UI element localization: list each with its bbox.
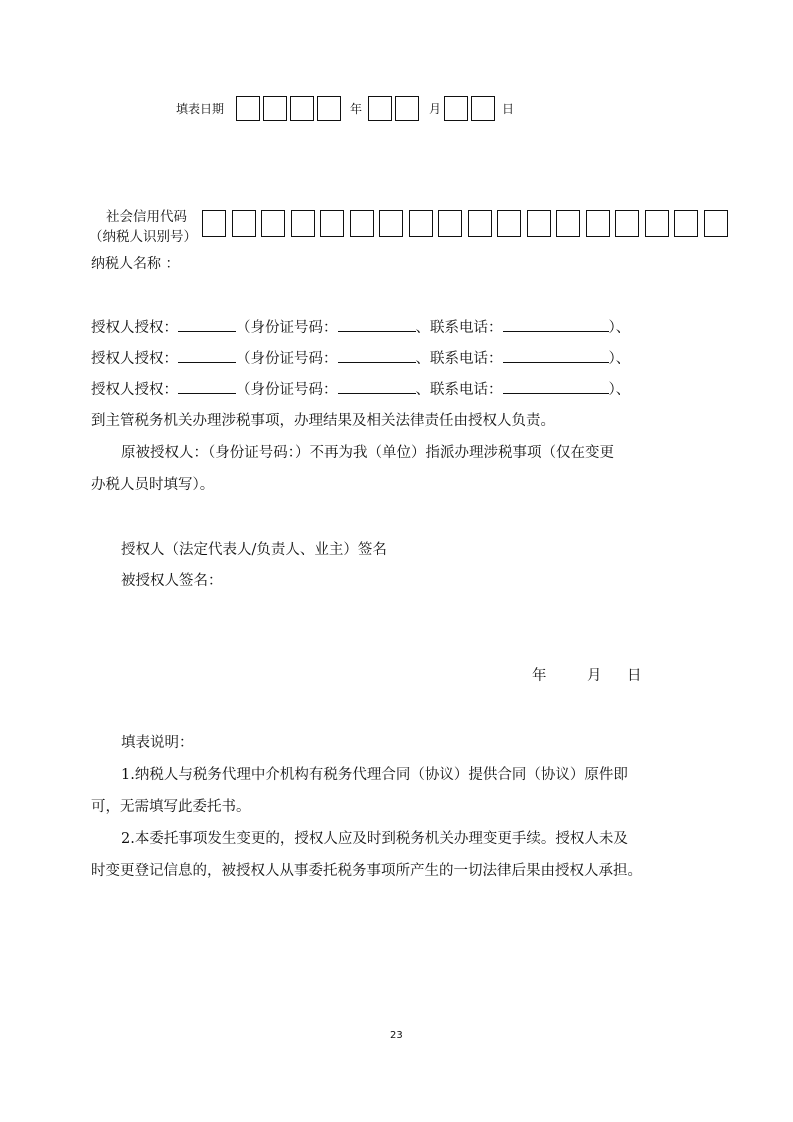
- instructions-title: 填表说明：: [121, 735, 194, 751]
- authorized-name-blank[interactable]: [178, 317, 236, 332]
- row-suffix: ）、: [608, 382, 631, 398]
- instruction-2-line1: 2.本委托事项发生变更的，授权人应及时到税务机关办理变更手续。授权人未及: [121, 831, 628, 847]
- id-label: （身份证号码：: [236, 320, 338, 336]
- credit-code-digit-box[interactable]: [527, 210, 551, 237]
- credit-code-label: 社会信用代码: [106, 209, 187, 225]
- authorized-name-blank[interactable]: [178, 348, 236, 363]
- day-digit-box[interactable]: [444, 96, 468, 121]
- year-digit-box[interactable]: [263, 96, 287, 121]
- credit-code-digit-box[interactable]: [645, 210, 669, 237]
- id-label: （身份证号码：: [236, 382, 338, 398]
- authorization-prefix: 授权人授权：: [91, 320, 178, 336]
- credit-code-digit-box[interactable]: [232, 210, 256, 237]
- row-suffix: ）、: [608, 320, 631, 336]
- year-digit-box[interactable]: [236, 96, 260, 121]
- phone-label: 、联系电话：: [415, 351, 503, 367]
- phone-label: 、联系电话：: [415, 320, 503, 336]
- credit-code-digit-box[interactable]: [615, 210, 639, 237]
- credit-code-digit-box[interactable]: [202, 210, 226, 237]
- credit-code-sublabel: （纳税人识别号）: [89, 229, 197, 245]
- month-unit: 月: [429, 102, 442, 116]
- credit-code-digit-box[interactable]: [704, 210, 728, 237]
- instruction-1-line2: 可，无需填写此委托书。: [91, 799, 251, 815]
- credit-code-digit-box[interactable]: [291, 210, 315, 237]
- sign-date-month: 月: [587, 668, 602, 684]
- credit-code-digit-box[interactable]: [556, 210, 580, 237]
- phone-label: 、联系电话：: [415, 382, 503, 398]
- credit-code-digit-box[interactable]: [497, 210, 521, 237]
- former-authorized-line2: 办税人员时填写）。: [91, 477, 215, 493]
- id-label: （身份证号码：: [236, 351, 338, 367]
- phone-blank[interactable]: [503, 348, 609, 363]
- sign-date-day: 日: [627, 668, 642, 684]
- authorization-prefix: 授权人授权：: [91, 382, 178, 398]
- phone-blank[interactable]: [503, 379, 609, 394]
- row-suffix: ）、: [608, 351, 631, 367]
- sign-date-year: 年: [532, 668, 547, 684]
- authorized-name-blank[interactable]: [178, 379, 236, 394]
- former-authorized-line1: 原被授权人：（身份证号码：）不再为我（单位）指派办理涉税事项（仅在变更: [121, 445, 614, 461]
- phone-blank[interactable]: [503, 317, 609, 332]
- day-unit: 日: [502, 102, 515, 116]
- credit-code-digit-box[interactable]: [320, 210, 344, 237]
- authorization-row: [91, 343, 630, 375]
- authorizer-signature-label: 授权人（法定代表人/负责人、业主）签名: [121, 542, 387, 558]
- authorized-signature-label: 被授权人签名：: [121, 573, 223, 589]
- credit-code-digit-box[interactable]: [468, 210, 492, 237]
- month-digit-box[interactable]: [395, 96, 419, 121]
- authorization-row: [91, 312, 630, 344]
- instruction-2-line2: 时变更登记信息的，被授权人从事委托税务事项所产生的一切法律后果由授权人承担。: [91, 863, 642, 879]
- taxpayer-name-label: 纳税人名称 ：: [91, 256, 180, 272]
- authorization-row: [91, 374, 630, 406]
- year-unit: 年: [350, 102, 363, 116]
- page-number: 23: [390, 1030, 403, 1041]
- id-number-blank[interactable]: [338, 379, 416, 394]
- credit-code-digit-box[interactable]: [350, 210, 374, 237]
- credit-code-digit-box[interactable]: [409, 210, 433, 237]
- id-number-blank[interactable]: [338, 317, 416, 332]
- credit-code-digit-box[interactable]: [438, 210, 462, 237]
- year-digit-box[interactable]: [317, 96, 341, 121]
- credit-code-digit-box[interactable]: [379, 210, 403, 237]
- authorization-prefix: 授权人授权：: [91, 351, 178, 367]
- authorization-clause: 到主管税务机关办理涉税事项，办理结果及相关法律责任由授权人负责。: [91, 413, 555, 429]
- fill-date-label: 填表日期: [176, 102, 225, 116]
- id-number-blank[interactable]: [338, 348, 416, 363]
- credit-code-digit-box[interactable]: [261, 210, 285, 237]
- month-digit-box[interactable]: [368, 96, 392, 121]
- credit-code-digit-box[interactable]: [674, 210, 698, 237]
- year-digit-box[interactable]: [290, 96, 314, 121]
- credit-code-digit-box[interactable]: [586, 210, 610, 237]
- day-digit-box[interactable]: [471, 96, 495, 121]
- instruction-1-line1: 1.纳税人与税务代理中介机构有税务代理合同（协议）提供合同（协议）原件即: [121, 767, 628, 783]
